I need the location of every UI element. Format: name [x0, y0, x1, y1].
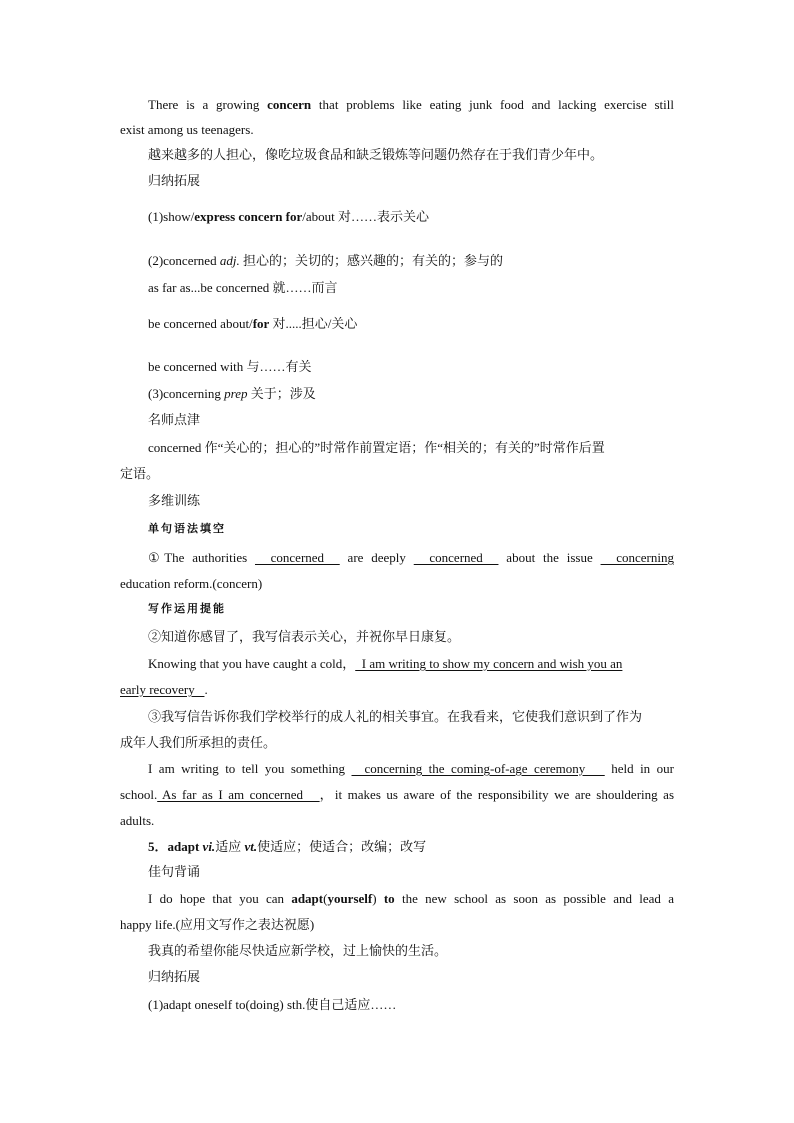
question-3-en-cont: school. As far as I am concerned ，it makes us aware of the responsibility we are shouldering as — [120, 787, 674, 802]
word-entry-adapt: 5．adapt vi.适应 vt.使适应；使适合；改编；改写 — [148, 839, 427, 854]
summary-item-2-phrase-a: as far as...be concerned 就……而言 — [148, 280, 338, 295]
question-2-en: Knowing that you have caught a cold， I am writing to show my concern and wish you an — [148, 656, 623, 671]
answer-q2-cont: early recovery — [120, 682, 205, 697]
tip-text-cont: 定语。 — [120, 466, 160, 481]
section-heading-recite: 佳句背诵 — [148, 865, 201, 880]
answer-q3-1: concerning the coming-of-age ceremony — [351, 761, 605, 776]
question-3-cn-cont: 成年人我们所承担的责任。 — [120, 735, 277, 750]
section-heading-summary-2: 归纳拓展 — [148, 970, 201, 985]
answer-1: concerned — [254, 550, 340, 565]
summary-item-adapt-1: (1)adapt oneself to(doing) sth.使自己适应…… — [148, 997, 397, 1012]
example-sentence-cn: 越来越多的人担心，像吃垃圾食品和缺乏锻炼等问题仍然存在于我们青少年中。 — [148, 147, 604, 162]
question-2-cn: ②知道你感冒了，我写信表示关心，并祝你早日康复。 — [148, 629, 461, 644]
question-1: ①The authorities concerned are deeply concerned about the issue concerning — [148, 550, 674, 565]
tip-text: concerned 作“关心的；担心的”时常作前置定语；作“相关的；有关的”时常作后置 — [148, 440, 605, 455]
answer-q3-2: As far as I am concerned — [157, 787, 320, 802]
example-sentence-adapt-en: I do hope that you can adapt(yourself) to the new school as soon as possible and lead a — [148, 891, 674, 906]
example-sentence-adapt-en-cont: happy life.(应用文写作之表达祝愿) — [120, 917, 315, 932]
question-3-en: I am writing to tell you something concerning the coming-of-age ceremony held in our — [148, 761, 674, 776]
example-sentence-en: There is a growing concern that problems like eating junk food and lacking exercise still — [148, 97, 674, 112]
subheading-writing: 写作运用提能 — [148, 603, 226, 615]
summary-item-2: (2)concerned adj. 担心的；关切的；感兴趣的；有关的；参与的 — [148, 253, 503, 268]
summary-item-1: (1)show/express concern for/about 对……表示关心 — [148, 209, 430, 224]
answer-3: concerning — [600, 550, 674, 565]
question-3-cn: ③我写信告诉你我们学校举行的成人礼的相关事宜。在我看来，它使我们意识到了作为 — [148, 709, 643, 724]
answer-q2: I am writing to show my concern and wish you an — [355, 656, 623, 671]
section-heading-summary: 归纳拓展 — [148, 174, 201, 189]
summary-item-2-phrase-c: be concerned with 与……有关 — [148, 359, 312, 374]
question-3-en-end: adults. — [120, 813, 155, 828]
question-2-en-cont: early recovery . — [120, 682, 208, 697]
question-1-cont: education reform.(concern) — [120, 576, 263, 591]
example-sentence-en-cont: exist among us teenagers. — [120, 122, 254, 137]
section-heading-practice: 多维训练 — [148, 494, 201, 509]
summary-item-2-phrase-b: be concerned about/for 对.....担心/关心 — [148, 316, 358, 331]
example-sentence-adapt-cn: 我真的希望你能尽快适应新学校，过上愉快的生活。 — [148, 943, 448, 958]
subheading-fill-blank: 单句语法填空 — [148, 523, 226, 535]
answer-2: concerned — [413, 550, 499, 565]
summary-item-3: (3)concerning prep 关于；涉及 — [148, 386, 316, 401]
section-heading-tip: 名师点津 — [148, 413, 201, 428]
